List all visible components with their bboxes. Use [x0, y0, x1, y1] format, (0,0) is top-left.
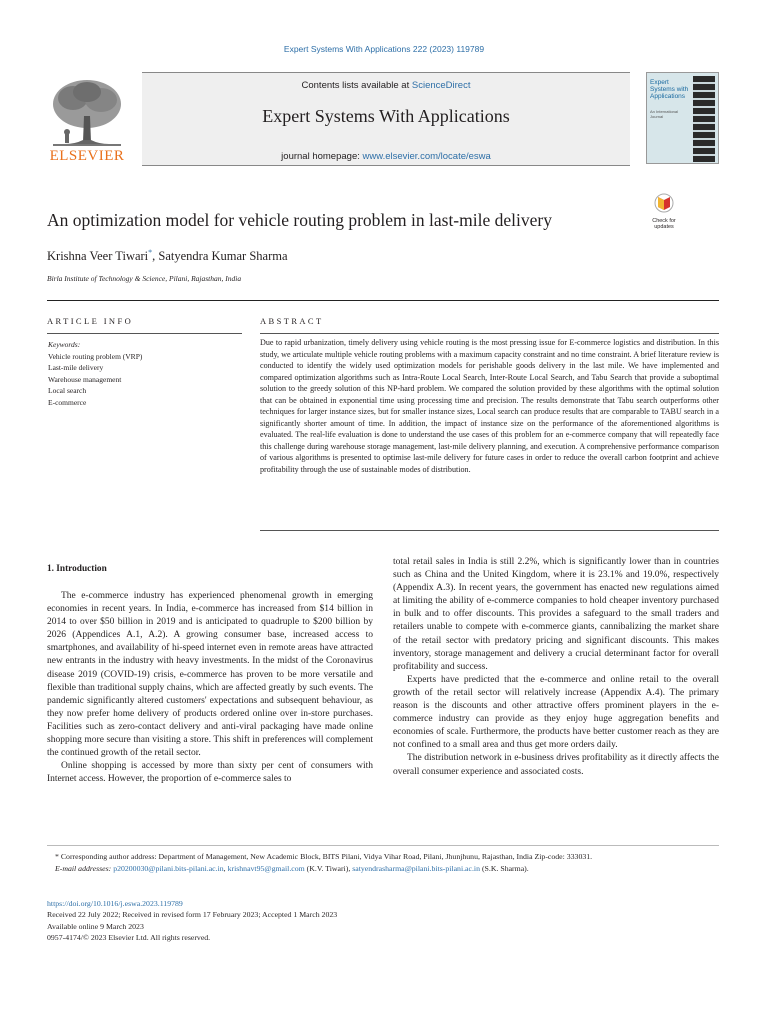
keywords-label: Keywords:: [48, 340, 81, 349]
journal-homepage-link[interactable]: www.elsevier.com/locate/eswa: [362, 151, 491, 162]
email-link[interactable]: krishnavt95@gmail.com: [227, 864, 305, 873]
email-link[interactable]: satyendrasharma@pilani.bits-pilani.ac.in: [352, 864, 480, 873]
elsevier-wordmark: ELSEVIER: [49, 148, 125, 164]
footnote-divider: [47, 845, 719, 846]
abstract-body: Due to rapid urbanization, timely delivery using vehicle routing is the most pressing issue for E-commerce logistics and distribution. In this study, we articulate multiple vehicle routing problems with a maximum capacity constraint and no time constraint. A brief literature review is conducted to identify the widely used optimization models for perishable goods delivery in the last mile. We have implemented and compared optimization algorithms such as Intra-Route Local Search, Inter-Route Local Search, and Tabu Search that provide a suboptimal solution to the greedy solution of this NP-hard problem. We compared the solution provided by these algorithms with the optimal solution that can be obtained in exponential time using processing time and precision. The results demonstrate that Tabu search outperforms other techniques for larger instance sizes, but for smaller instance sizes, Local search can produce results that are comparable to TABU search in a significantly shorter amount of time. In addition, the impact of instance size on the performance of the aforementioned algorithms is evaluated. The real-life evaluation is done to understand the use cases of this problem for an e-commerce company that will repeatedly face this challenge during warehouse storage management, last-mile delivery planning, and execution. A comprehensive performance comparison of various algorithms is presented to optimise last-mile delivery for future cases in order to reduce the overall carbon footprint and achieve profitability through the use of sustainable modes of distribution.: [260, 338, 719, 475]
divider: [260, 530, 719, 531]
email-addresses: [47, 863, 719, 875]
cover-subtitle: An International Journal: [650, 109, 679, 119]
divider: [47, 333, 242, 334]
body-paragraph: Online shopping is accessed by more than sixty per cent of consumers with Internet access. However, the proportion of e-commerce sales to: [47, 761, 373, 785]
body-paragraph: Experts have predicted that the e-commerce and online retail to the overall growth of the retail sector will relatively increase (Appendix A.4). The primary reason is the discounts and other attractive offers prominent players in the e-commerce industry can provide as they enjoy huge aggregation benefits and economies of scale. Furthermore, the products have better customer reach as they are not confined to a small area and thus get more orders daily.: [393, 674, 719, 751]
running-header-citation[interactable]: Expert Systems With Applications 222 (2023) 119789: [283, 44, 485, 54]
keywords-block: [48, 339, 238, 408]
contents-prefix: Contents lists available at: [301, 80, 412, 91]
email-label: E-mail addresses:: [55, 864, 114, 873]
body-paragraph: The distribution network in e-business drives profitability as it directly affects the overall consumer experience and associated costs.: [393, 753, 719, 777]
keyword-item: Warehouse management: [48, 374, 122, 384]
author-affiliation: Birla Institute of Technology & Science, Pilani, Rajasthan, India: [47, 274, 242, 283]
divider: [260, 333, 719, 334]
received-dates: Received 22 July 2022; Received in revised form 17 February 2023; Accepted 1 March 2023: [47, 910, 338, 920]
email-owner: (S.K. Sharma).: [480, 864, 529, 873]
journal-homepage-line: [142, 151, 630, 162]
email-owner: (K.V. Tiwari),: [304, 864, 353, 873]
elsevier-logo[interactable]: [47, 72, 127, 164]
journal-title: Expert Systems With Applications: [262, 106, 510, 126]
footnote: [47, 851, 719, 875]
article-info-heading: ARTICLE INFO: [47, 316, 134, 326]
body-paragraph: total retail sales in India is still 2.2%, which is significantly lower than in countries such as China and the United Kingdom, where it is 23.1% and 19.0%, respectively (Appendix A.3). In recent years, the government has enacted new regulations aimed at limiting the ability of e-commerce companies to hold cheaper inventory purchased in bulk and to offer discounts. This provides a safeguard to the small traders and retailers unable to compete with e-commerce giants, cannibalizing the market share of the retail sector with predatory pricing and significant discounts. This makes inventory, storage management and delivery a crucial determinant factor for overall profitability and success.: [393, 557, 719, 672]
doi-link[interactable]: https://doi.org/10.1016/j.eswa.2023.119789: [47, 899, 183, 908]
journal-masthead: [47, 72, 719, 164]
available-online-date: Available online 9 March 2023: [47, 921, 144, 931]
journal-info-box: [142, 72, 630, 166]
body-paragraph: The e-commerce industry has experienced phenomenal growth in emerging economies in recent years. In India, e-commerce has increased from $14 billion in 2014 to over $50 billion in 2019 and is anticipated to quadruple to $200 billion by 2026 (Appendices A.1, A.2). A growing consumer base, increased access to smartphones, and availability of hi-speed internet even in remote areas have attracted new entrants in the industry with heavy investments. In the midst of the Coronavirus disease 2019 (COVID-19) crisis, e-commerce has proven to be more versatile and flexible than traditional supply chains, which are affected greatly by such events. The pandemic significantly altered customers' expectations and subsequent behaviour, as they now prefer home delivery of products ordered online over in-store purchases. Facilities such as zero-contact delivery and anti-viral packaging have made online shopping more secure than visiting a store. This shift in preferences will complement the continued growth of the retail sector.: [47, 591, 373, 759]
corresponding-author-note: * Corresponding author address: Department of Management, New Academic Block, BITS Pilani, Vidya Vihar Road, Pilani, Jhunjhunu, Rajasthan, India Zip-code: 333031.: [55, 852, 593, 861]
contents-availability-line: [142, 80, 630, 91]
check-for-updates-icon: [647, 193, 681, 213]
email-link[interactable]: p20200030@pilani.bits-pilani.ac.in: [113, 864, 224, 873]
copyright-notice: 0957-4174/© 2023 Elsevier Ltd. All rights reserved.: [47, 932, 211, 942]
corresponding-author-mark[interactable]: *: [148, 248, 153, 257]
body-column-right: [393, 556, 719, 779]
abstract-heading: ABSTRACT: [260, 316, 324, 326]
email-separator: ,: [223, 864, 228, 873]
keyword-item: E-commerce: [48, 397, 87, 407]
check-for-updates-label: Check for updates: [652, 218, 676, 230]
divider: [47, 300, 719, 301]
body-column-left: [47, 590, 373, 786]
author-list: [47, 248, 288, 264]
keyword-item: Last-mile delivery: [48, 363, 104, 372]
keyword-item: Local search: [48, 386, 87, 395]
check-for-updates-button[interactable]: [647, 193, 681, 229]
author-name-2[interactable]: , Satyendra Kumar Sharma: [152, 249, 288, 264]
publication-info: [47, 898, 337, 943]
homepage-prefix: journal homepage:: [281, 151, 363, 162]
sciencedirect-link[interactable]: ScienceDirect: [411, 80, 471, 91]
journal-cover-thumbnail[interactable]: [646, 72, 719, 164]
keyword-item: Vehicle routing problem (VRP): [48, 351, 143, 361]
cover-title: Expert Systems with Applications: [650, 79, 689, 100]
section-heading-introduction: 1. Introduction: [47, 564, 107, 574]
author-name-1[interactable]: Krishna Veer Tiwari: [47, 249, 149, 264]
paper-title: An optimization model for vehicle routing problem in last-mile delivery: [47, 210, 552, 230]
cover-pattern-decoration: [693, 76, 715, 162]
